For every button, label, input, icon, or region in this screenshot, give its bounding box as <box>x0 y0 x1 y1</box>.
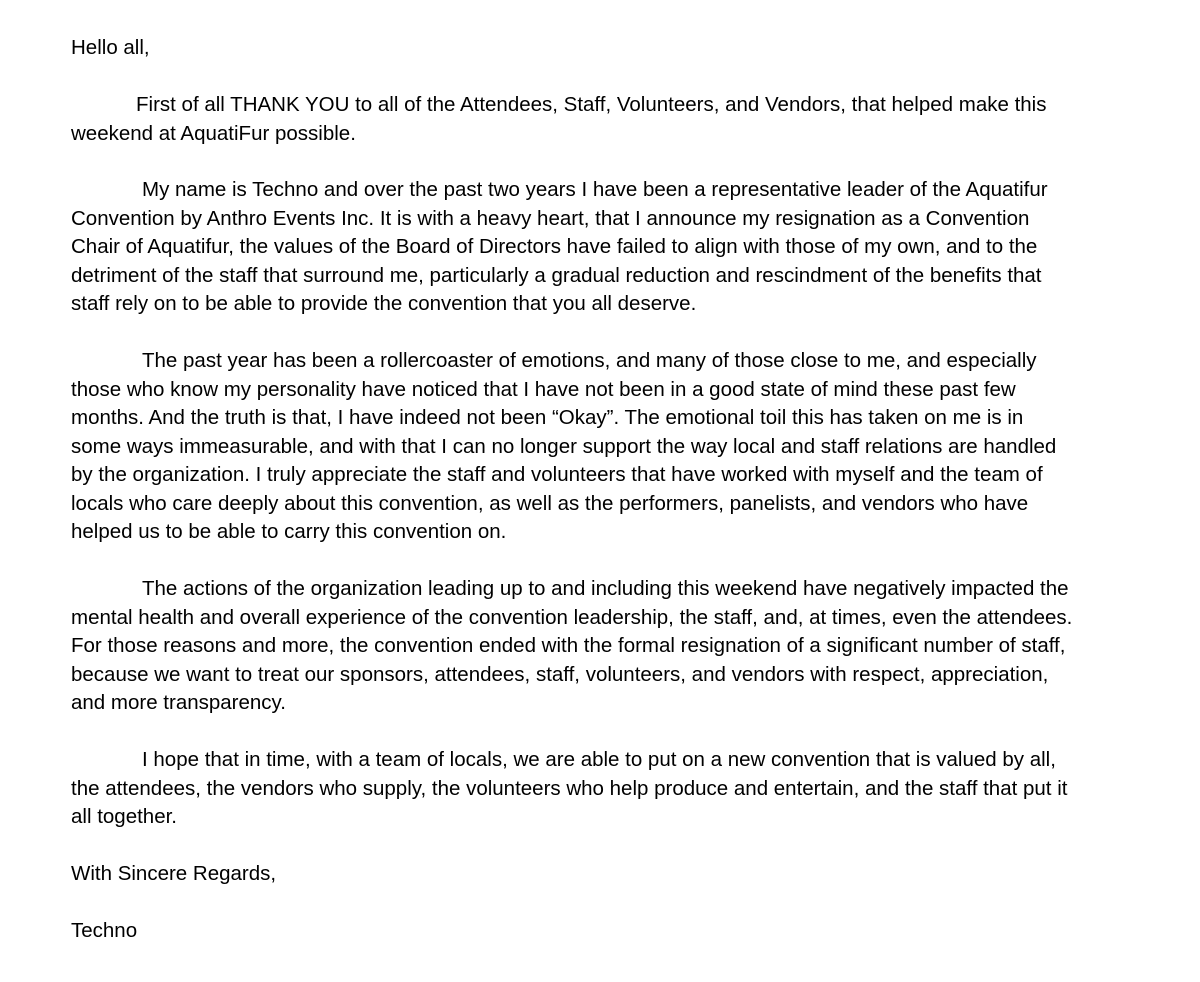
closing: With Sincere Regards, <box>71 862 277 885</box>
paragraph-line: all together. <box>71 805 177 828</box>
paragraph-line: helped us to be able to carry this convention on. <box>71 520 507 543</box>
paragraph-line: mental health and overall experience of the convention leadership, the staff, and, at times, even the attendees. <box>71 605 1073 629</box>
paragraph-line: those who know my personality have noticed that I have not been in a good state of mind these past few <box>71 377 1016 401</box>
paragraph-line: For those reasons and more, the convention ended with the formal resignation of a significant number of staff, <box>71 634 1066 657</box>
paragraph-line: by the organization. I truly appreciate the staff and volunteers that have worked with myself and the team of <box>71 463 1043 486</box>
paragraph-line: months. And the truth is that, I have indeed not been “Okay”. The emotional toil this has taken on me is in <box>71 406 1024 429</box>
signature: Techno <box>71 919 138 942</box>
paragraph-line: First of all THANK YOU to all of the Attendees, Staff, Volunteers, and Vendors, that helped make this <box>136 93 1047 116</box>
paragraph-line: and more transparency. <box>71 691 286 714</box>
greeting: Hello all, <box>71 36 150 59</box>
paragraph-line: locals who care deeply about this convention, as well as the performers, panelists, and vendors who have <box>71 491 1029 515</box>
paragraph-line: weekend at AquatiFur possible. <box>71 121 356 145</box>
paragraph-line: Chair of Aquatifur, the values of the Board of Directors have failed to align with those of my own, and to the <box>71 235 1038 258</box>
paragraph-line: the attendees, the vendors who supply, the volunteers who help produce and entertain, and the staff that put it <box>71 776 1068 800</box>
paragraph-line: because we want to treat our sponsors, attendees, staff, volunteers, and vendors with respect, appreciation, <box>71 662 1049 686</box>
paragraph-line: some ways immeasurable, and with that I can no longer support the way local and staff relations are handled <box>71 434 1057 458</box>
paragraph-line: staff rely on to be able to provide the convention that you all deserve. <box>71 292 697 315</box>
paragraph-line: detriment of the staff that surround me, particularly a gradual reduction and rescindment of the benefits that <box>71 263 1042 287</box>
paragraph-line: Convention by Anthro Events Inc. It is with a heavy heart, that I announce my resignation as a Convention <box>71 206 1030 230</box>
paragraph-line: I hope that in time, with a team of locals, we are able to put on a new convention that is valued by all, <box>142 748 1056 771</box>
paragraph-line: My name is Techno and over the past two years I have been a representative leader of the Aquatifur <box>142 178 1048 201</box>
paragraph-line: The past year has been a rollercoaster of emotions, and many of those close to me, and especially <box>142 349 1037 372</box>
paragraph-line: The actions of the organization leading up to and including this weekend have negatively impacted the <box>142 577 1069 600</box>
